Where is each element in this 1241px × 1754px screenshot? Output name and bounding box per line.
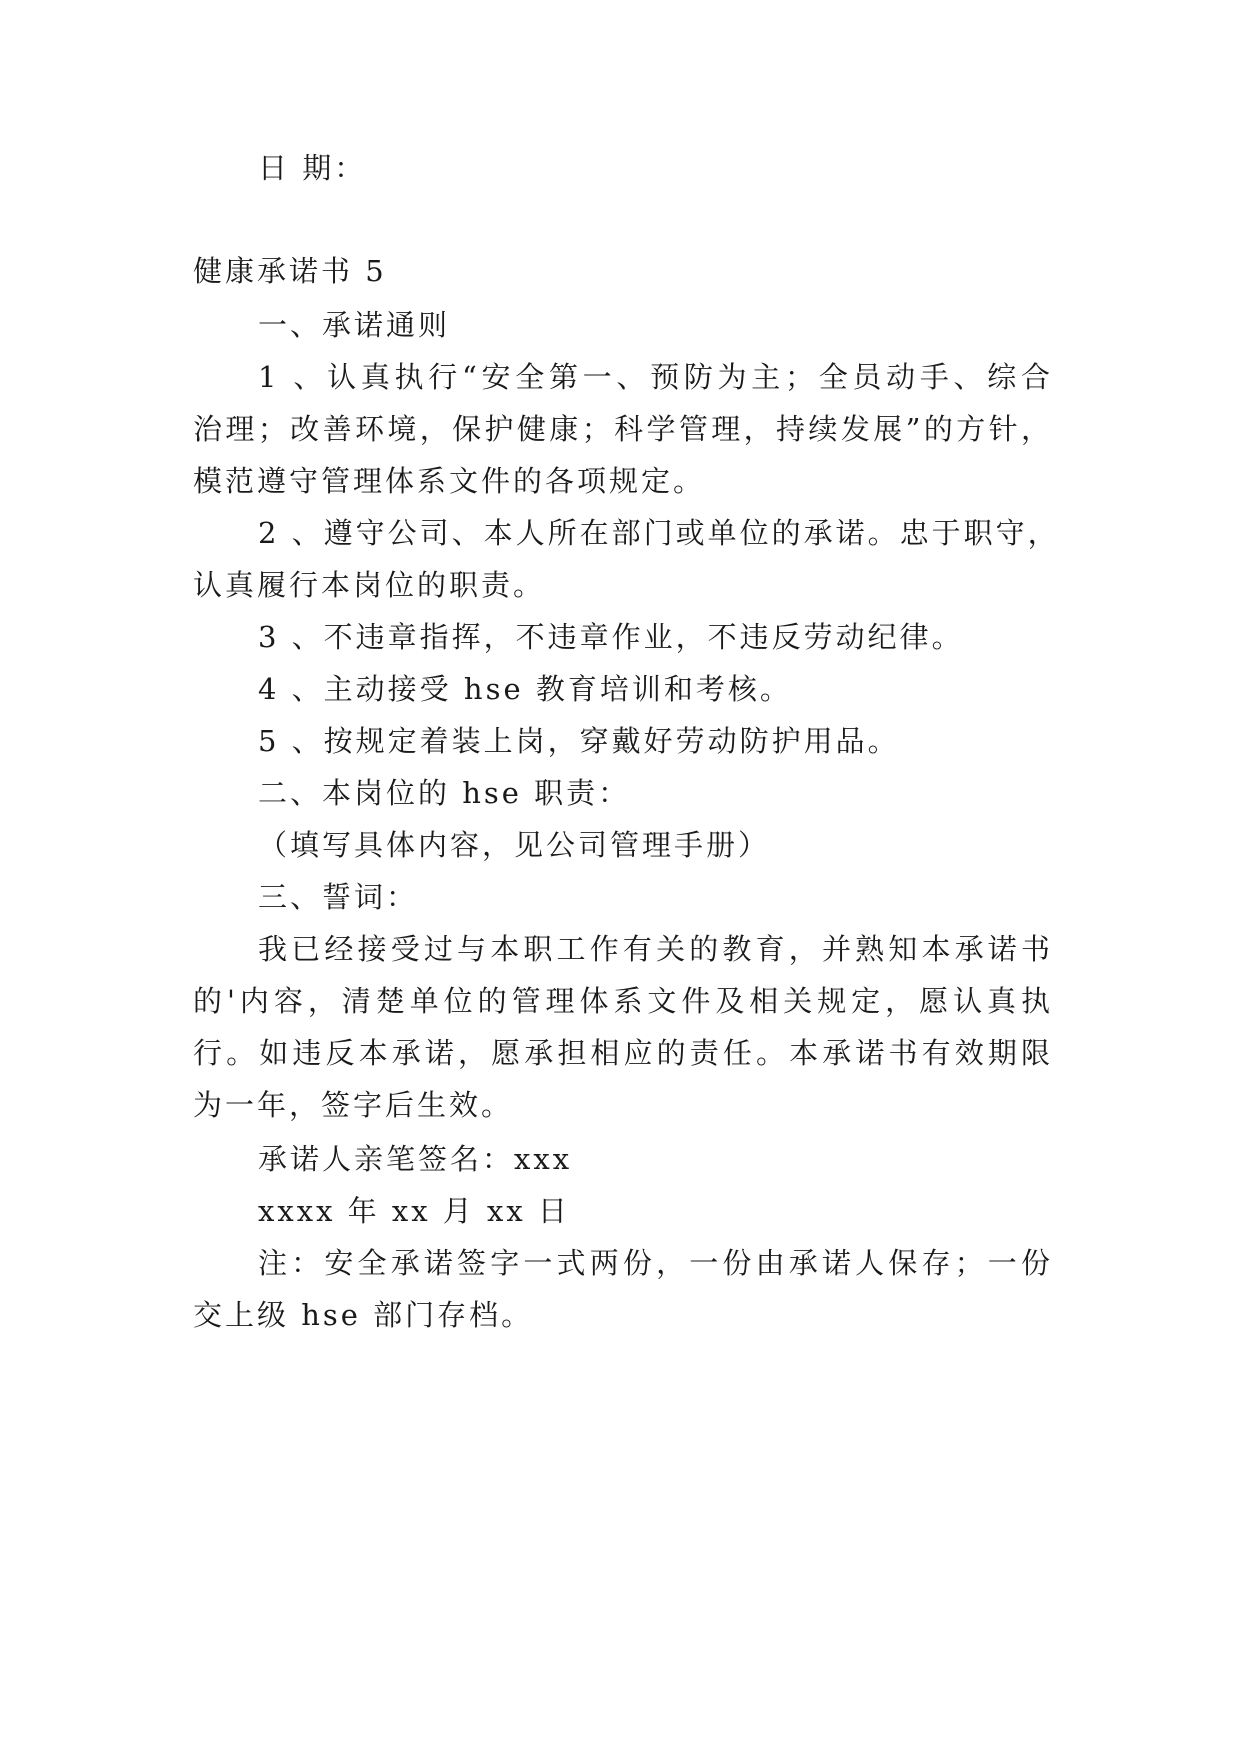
item-1-line-2: 治理；改善环境，保护健康；科学管理，持续发展”的方针， [193, 412, 1053, 446]
item-3: 3 、不违章指挥，不违章作业，不违反劳动纪律。 [258, 620, 964, 654]
item-5: 5 、按规定着装上岗，穿戴好劳动防护用品。 [258, 724, 900, 758]
sign-date: xxxx 年 xx 月 xx 日 [258, 1194, 570, 1228]
oath-line-2: 的'内容，清楚单位的管理体系文件及相关规定，愿认真执 [193, 984, 1053, 1018]
oath-line-3: 行。如违反本承诺，愿承担相应的责任。本承诺书有效期限 [193, 1036, 1053, 1070]
item-1-line-1: 1 、认真执行“安全第一、预防为主；全员动手、综合 [258, 360, 1053, 394]
item-1-line-3: 模范遵守管理体系文件的各项规定。 [193, 464, 706, 498]
section-3-title: 三、誓词： [258, 880, 419, 914]
item-2-line-2: 认真履行本岗位的职责。 [193, 568, 546, 602]
section-2-note: （填写具体内容，见公司管理手册） [258, 828, 771, 862]
section-2-title: 二、本岗位的 hse 职责： [258, 776, 631, 810]
item-2-line-1: 2 、遵守公司、本人所在部门或单位的承诺。忠于职守， [258, 516, 1060, 550]
section-1-title: 一、承诺通则 [258, 308, 451, 342]
note-line-1: 注：安全承诺签字一式两份，一份由承诺人保存；一份 [258, 1246, 1053, 1280]
item-4: 4 、主动接受 hse 教育培训和考核。 [258, 672, 792, 706]
date-label: 日 期： [258, 151, 367, 185]
oath-line-4: 为一年，签字后生效。 [193, 1088, 514, 1122]
note-line-2: 交上级 hse 部门存档。 [193, 1298, 534, 1332]
oath-line-1: 我已经接受过与本职工作有关的教育，并熟知本承诺书 [258, 932, 1053, 966]
signature-line: 承诺人亲笔签名：xxx [258, 1142, 573, 1176]
document-heading: 健康承诺书 5 [193, 254, 387, 288]
